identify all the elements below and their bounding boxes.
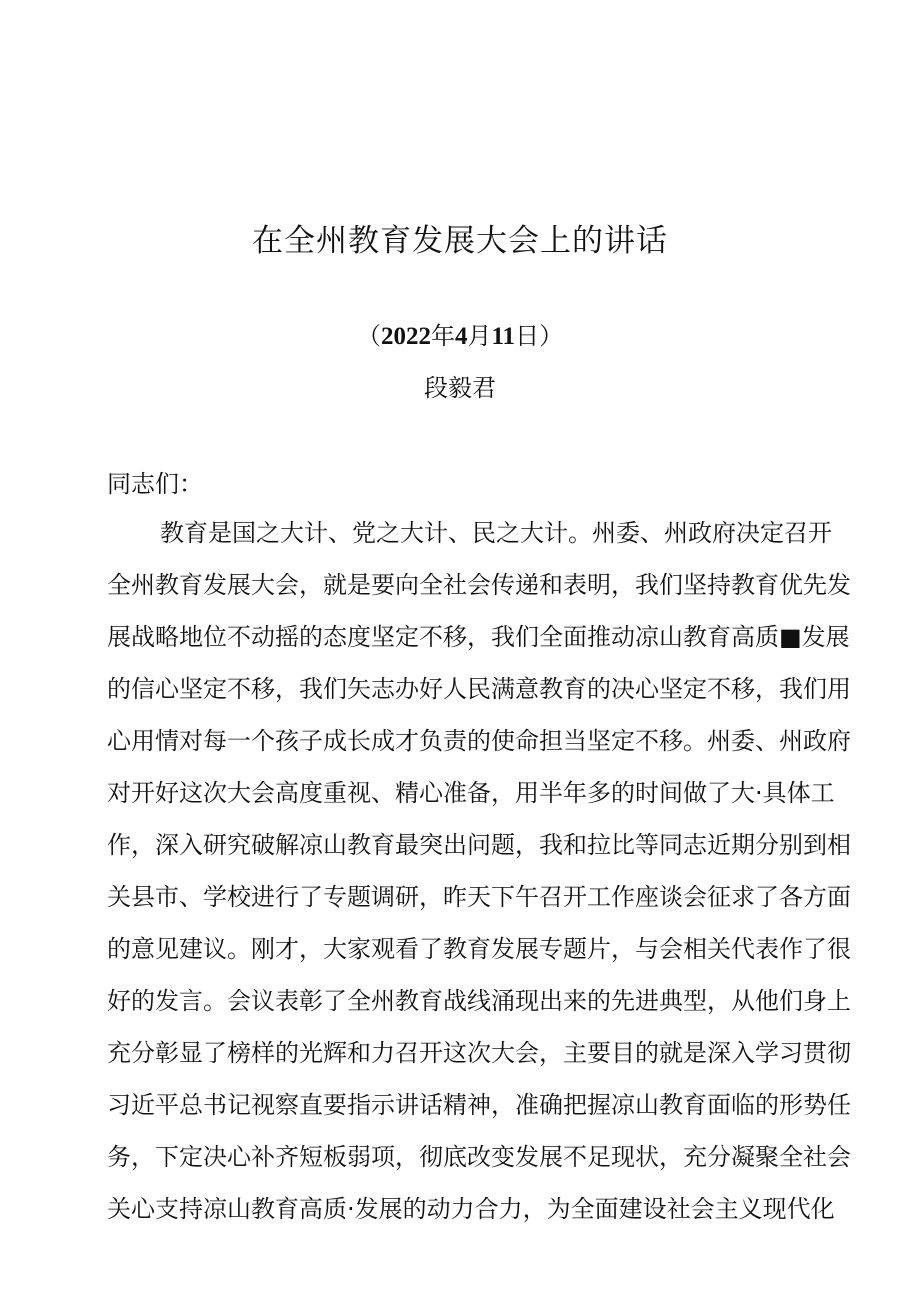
document-title: 在全州教育发展大会上的讲话	[252, 223, 668, 259]
date-day-unit: 日	[515, 322, 540, 350]
body-line: 的信心坚定不移，我们矢志办好人民满意教育的决心坚定不移，我们用	[107, 675, 851, 703]
date-open-paren: （	[356, 322, 381, 350]
body-line: 对开好这次大会高度重视、精心准备，用半年多的时间做了大·具体工	[107, 779, 835, 807]
date-year: 2022	[380, 323, 431, 350]
salutation: 同志们：	[107, 470, 203, 498]
date-month-unit: 月	[467, 322, 492, 350]
body-line: 全州教育发展大会，就是要向全社会传递和表明，我们坚持教育优先发	[107, 571, 851, 599]
date-month: 4	[454, 323, 468, 350]
speech-date	[0, 314, 920, 359]
body-line: 心用情对每一个孩子成长成才负责的使命担当坚定不移。州委、州政府	[107, 727, 851, 755]
body-line: 务，下定决心补齐短板弱项，彻底改变发展不足现状，充分凝聚全社会	[107, 1143, 851, 1171]
date-close-paren: ）	[539, 322, 564, 350]
speech-body	[107, 507, 851, 1235]
author-name: 段毅君	[424, 374, 496, 402]
body-line: 关县市、学校进行了专题调研，昨天下午召开工作座谈会征求了各方面	[107, 883, 851, 911]
body-line: 好的发言。会议表彰了全州教育战线涌现出来的先进典型，从他们身上	[107, 987, 851, 1015]
body-line: 作，深入研究破解凉山教育最突出问题，我和拉比等同志近期分别到相	[107, 831, 851, 859]
date-year-unit: 年	[430, 322, 455, 350]
body-line: 充分彰显了榜样的光辉和力召开这次大会，主要目的就是深入学习贯彻	[107, 1039, 851, 1067]
body-line: 展战略地位不动摇的态度坚定不移，我们全面推动凉山教育高质■发展	[107, 623, 850, 651]
body-line: 教育是国之大计、党之大计、民之大计。州委、州政府决定召开	[160, 519, 832, 547]
body-line: 的意见建议。刚才，大家观看了教育发展专题片，与会相关代表作了很	[107, 935, 851, 963]
date-day: 11	[491, 323, 516, 350]
body-line: 关心支持凉山教育高质·发展的动力合力，为全面建设社会主义现代化	[107, 1195, 835, 1223]
body-line: 习近平总书记视察直要指示讲话精神，准确把握凉山教育面临的形势任	[107, 1091, 851, 1119]
